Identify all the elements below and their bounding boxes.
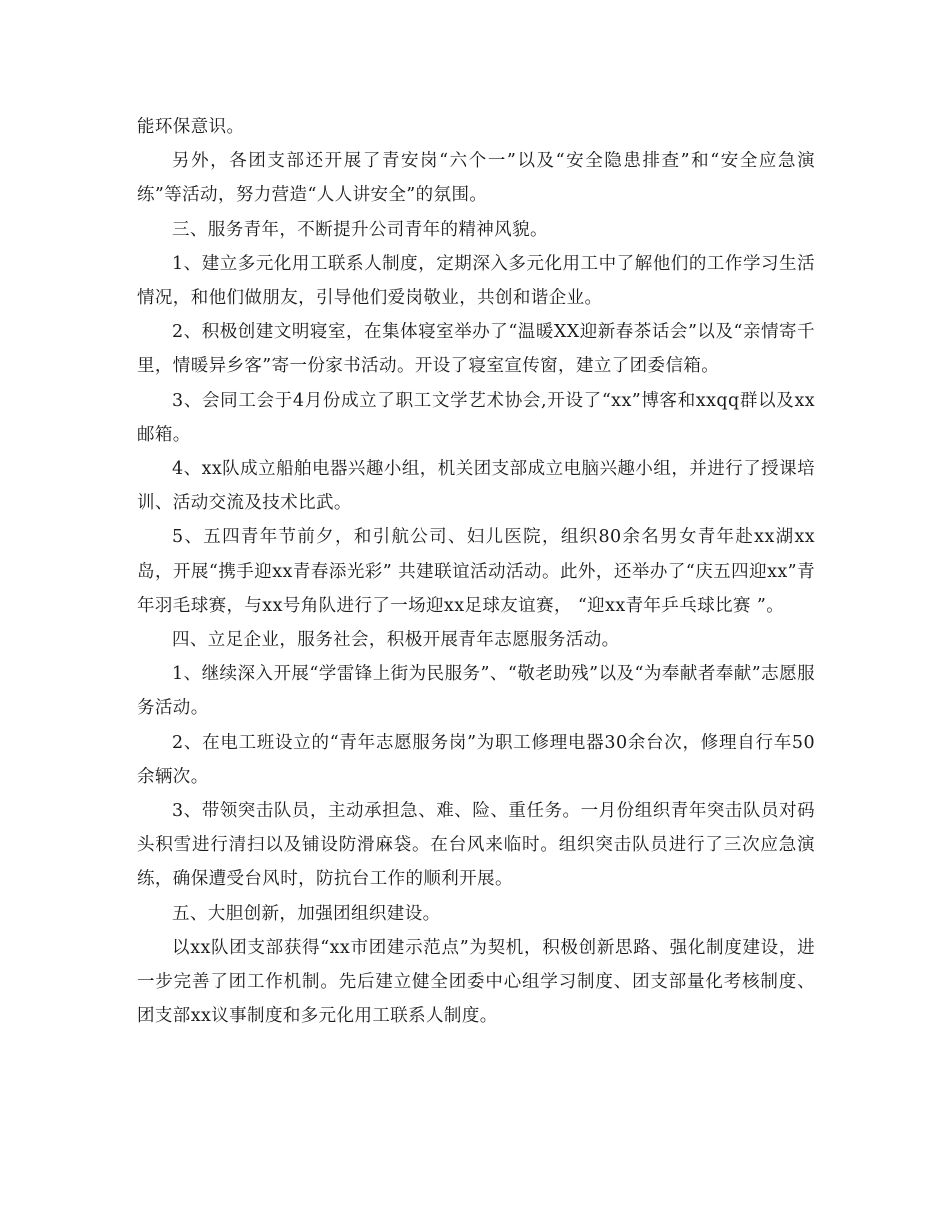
paragraph-8: 5、五四青年节前夕，和引航公司、妇儿医院，组织80余名男女青年赴xx湖xx岛，开展“携手迎xx青春添光彩” 共建联谊活动活动。此外，还举办了“庆五四迎xx”青年羽毛球赛，与xx号角队进行了一场迎xx足球友谊赛， “迎xx青年乒乓球比赛 ”。 (137, 527, 815, 616)
section-heading-4: 四、立足企业，服务社会，积极开展青年志愿服务活动。 (172, 630, 620, 651)
paragraph-12: 3、带领突击队员，主动承担急、难、险、重任务。一月份组织青年突击队员对码头积雪进行清扫以及铺设防滑麻袋。在台风来临时。组织突击队员进行了三次应急演练，确保遭受台风时，防抗台工作的顺利开展。 (137, 801, 815, 890)
paragraph-2: 另外，各团支部还开展了青安岗“六个一”以及“安全隐患排查”和“安全应急演练”等活动，努力营造“人人讲安全”的氛围。 (137, 151, 815, 206)
paragraph-6: 3、会同工会于4月份成立了职工文学艺术协会,开设了“xx”博客和xxqq群以及xx邮箱。 (137, 390, 815, 445)
paragraph-5: 2、积极创建文明寝室，在集体寝室举办了“温暖XX迎新春茶话会”以及“亲情寄千里，情暖异乡客”寄一份家书活动。开设了寝室宣传窗，建立了团委信箱。 (137, 322, 815, 377)
paragraph-1: 能环保意识。 (137, 117, 245, 137)
paragraph-10: 1、继续深入开展“学雷锋上街为民服务”、“敬老助残”以及“为奉献者奉献”志愿服务活动。 (137, 664, 815, 719)
paragraph-4: 1、建立多元化用工联系人制度，定期深入多元化用工中了解他们的工作学习生活情况，和他们做朋友，引导他们爱岗敬业，共创和谐企业。 (137, 253, 815, 309)
document-body (137, 110, 815, 1033)
section-heading-3: 三、服务青年，不断提升公司青年的精神风貌。 (172, 219, 548, 240)
paragraph-7: 4、xx队成立船舶电器兴趣小组，机关团支部成立电脑兴趣小组，并进行了授课培训、活动交流及技术比武。 (137, 459, 815, 514)
paragraph-14: 以xx队团支部获得“xx市团建示范点”为契机，积极创新思路、强化制度建设，进一步完善了团工作机制。先后建立健全团委中心组学习制度、团支部量化考核制度、团支部xx议事制度和多元化用工联系人制度。 (137, 937, 815, 1027)
section-heading-5: 五、大胆创新，加强团组织建设。 (172, 903, 441, 924)
paragraph-11: 2、在电工班设立的“青年志愿服务岗”为职工修理电器30余台次，修理自行车50余辆次。 (137, 732, 815, 787)
